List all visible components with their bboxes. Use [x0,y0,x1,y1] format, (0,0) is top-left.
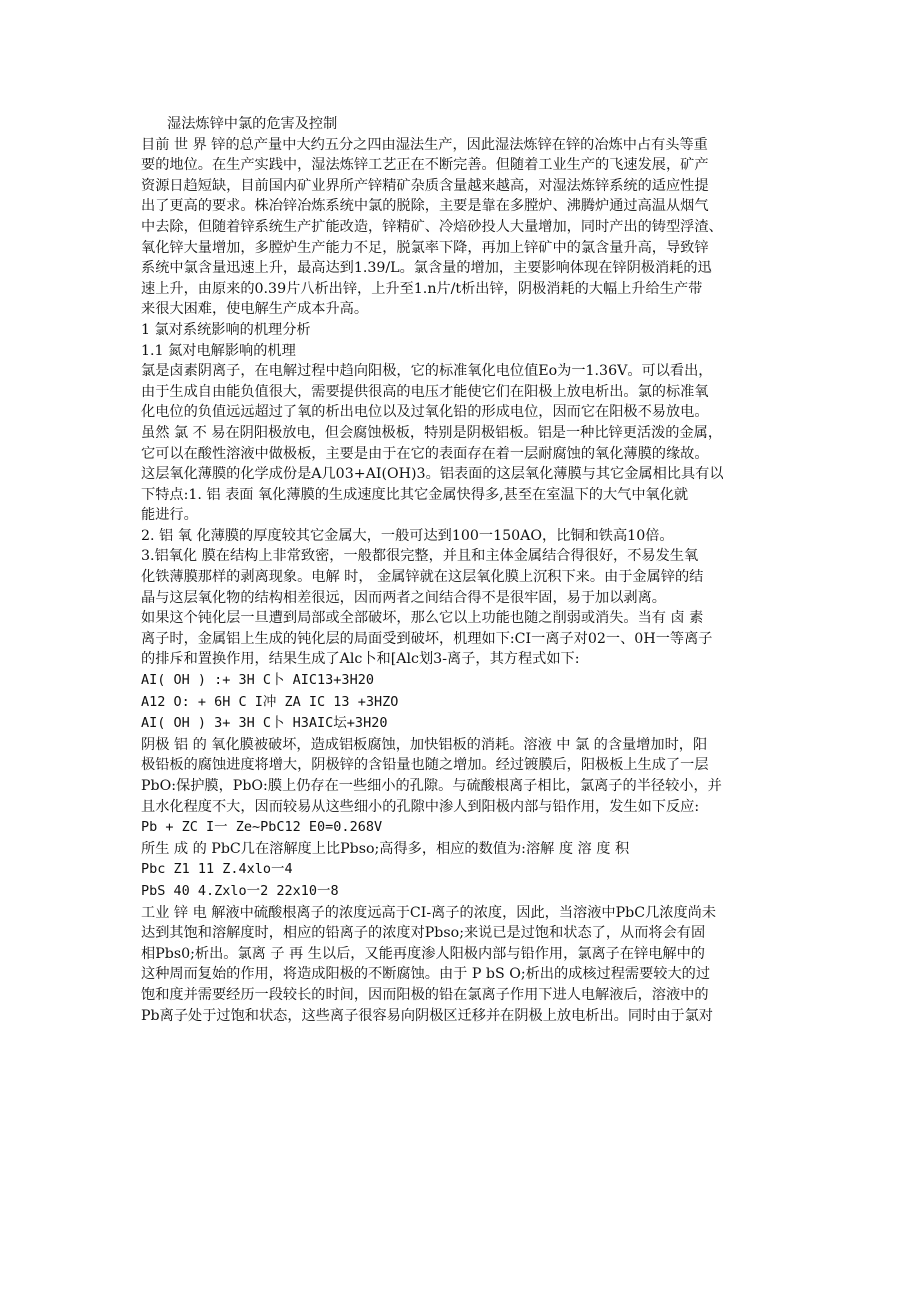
text-line: Pb离子处于过饱和状态，这些离子很容易向阴极区迁移并在阴极上放电析出。同时由于氯对 [141,1007,713,1024]
section-intro [141,135,796,670]
text-line: 3.铝氧化 膜在结构上非常致密，一般都很完整，并且和主体金属结合得很好，不易发生氧 [141,548,699,565]
document-body [141,114,796,1026]
text-line: 化铁薄膜那样的剥离现象。电解 时， 金属锌就在这层氧化膜上沉积下来。由于金属锌的结 [141,569,704,586]
text-line: 来很大困难，使电解生产成本升高。 [141,301,369,318]
solubility-row: Pbc Z1 11 Z.4xlo一4 [141,861,293,878]
solubility-row: PbS 40 4.Zxlo一2 22x10一8 [141,882,339,899]
text-line: 系统中氯含量迅速上升，最高达到1.39/L。氯含量的增加，主要影响体现在锌阴极消耗的迅 [141,260,712,277]
text-line: 所生 成 的 PbC几在溶解度上比Pbso;高得多，相应的数值为:溶解 度 溶 度 积 [141,840,630,857]
section-anode [141,735,796,817]
text-line: 氧化锌大量增加，多膛炉生产能力不足，脱氯率下降，再加上锌矿中的氯含量升高，导致锌 [141,239,709,256]
text-line: 这层氧化薄膜的化学成份是A几03+AI(OH)3。铝表面的这层氧化薄膜与其它金属相比具有以 [141,466,724,483]
document-title: 湿法炼锌中氯的危害及控制 [167,116,338,132]
text-line: 中去除，但随着锌系统生产扩能改造，锌精矿、冷焙砂投人大量增加，同时产出的铸型浮渣、 [141,218,723,235]
text-line: 离子时，金属铝上生成的钝化层的局面受到破坏，机理如下:CI一离子对02一、0H一等离子 [141,630,713,647]
text-line: 要的地位。在生产实践中，湿法炼锌工艺正在不断完善。但随着工业生产的飞速发展，矿产 [141,157,709,174]
text-line: 目前 世 界 锌的总产量中大约五分之四由湿法生产，因此湿法炼锌在锌的冶炼中占有头等重 [141,136,708,153]
section-heading: 1 氯对系统影响的机理分析 [141,321,311,338]
chemical-equation: AI( OH ) 3+ 3H C卜 H3AIC坛+3H20 [141,715,388,732]
text-line: 速上升，由原来的0.39片八析出锌，上升至1.n片/t析出锌，阴极消耗的大幅上升给生产带 [141,280,703,297]
solubility-values [141,859,796,902]
text-line: 2. 铝 氧 化薄膜的厚度较其它金属大，一般可达到100一150AO，比铜和铁高10倍。 [141,527,674,544]
text-line: 工业 锌 电 解液中硫酸根离子的浓度远高于CI-离子的浓度，因此，当溶液中PbC几浓度尚未 [141,904,717,921]
section-electrolyte [141,903,796,1027]
text-line: 极铅板的腐蚀进度将增大，阴极锌的含铅量也随之增加。经过镀膜后，阳极板上生成了一层 [141,757,709,774]
text-line: 能进行。 [141,507,198,524]
chemical-equation: Pb + ZC I一 Ze~PbC12 E0=0.268V [141,819,383,836]
text-line: 下特点:1. 铝 表面 氧化薄膜的生成速度比其它金属快得多,甚至在室温下的大气中氧化就 [141,486,689,503]
text-line: 资源日趋短缺，目前国内矿业界所产锌精矿杂质含量越来越高，对湿法炼锌系统的适应性提 [141,177,709,194]
formula-block-1 [141,670,796,735]
text-line: 如果这个钝化层一旦遭到局部或全部破坏，那么它以上功能也随之削弱或消失。当有 卤 素 [141,610,704,627]
text-line: 氯是卤素阴离子，在电解过程中趋向阳极，它的标准氧化电位值Eo为一1.36V。可以看出， [141,363,713,380]
text-line: 虽然 氯 不 易在阴阳极放电，但会腐蚀极板，特别是阴极铝板。铝是一种比锌更活泼的金属， [141,424,723,441]
text-line: 晶与这层氧化物的结构相差很远，因而两者之间结合得不是很牢固，易于加以剥离。 [141,589,666,606]
text-line: 这种周而复始的作用，将造成阳极的不断腐蚀。由于 P bS O;析出的成核过程需要较大的过 [141,966,711,983]
text-line: 出了更高的要求。株冶锌冶炼系统中氯的脱除，主要是靠在多膛炉、沸腾炉通过高温从烟气 [141,198,709,215]
text-line: 饱和度并需要经历一段较长的时间，因而阳极的铅在氯离子作用下进人电解液后，溶液中的 [141,986,709,1003]
text-line: 的排斥和置换作用，结果生成了Alc卜和[Alc划3-离子，其方程式如下: [141,651,580,668]
text-line: 达到其饱和溶解度时，相应的铅离子的浓度对Pbso;来说已是过饱和状态了，从而将会有固 [141,925,706,942]
subsection-heading: 1.1 氮对电解影响的机理 [141,342,296,359]
chemical-equation: AI( OH ) :+ 3H C卜 AIC13+3H20 [141,672,374,689]
text-line: 且水化程度不大，因而较易从这些细小的孔隙中渗人到阳极内部与铅作用，发生如下反应: [141,798,700,815]
text-line: 阴极 铝 的 氧化膜被破坏，造成铝板腐蚀，加快铝板的消耗。溶液 中 氯 的含量增加时，阳 [141,736,708,753]
text-line: 由于生成自由能负值很大，需要提供很高的电压才能使它们在阳极上放电析出。氯的标准氧 [141,383,709,400]
text-line: 化电位的负值远远超过了氧的析出电位以及过氧化铅的形成电位，因而它在阳极不易放电。 [141,404,709,421]
chemical-equation: A12 O: + 6H C I冲 ZA IC 13 +3HZO [141,693,399,710]
text-line: PbO:保护膜，PbO:膜上仍存在一些细小的孔隙。与硫酸根离子相比，氯离子的半径较小，并 [141,778,722,794]
text-line: 相Pbs0;析出。氯离 子 再 生以后，又能再度渗人阳极内部与铅作用，氯离子在锌电解中的 [141,945,705,962]
text-line: 它可以在酸性溶液中做极板，主要是由于在它的表面存在着一层耐腐蚀的氧化薄膜的缘故。 [141,445,709,462]
